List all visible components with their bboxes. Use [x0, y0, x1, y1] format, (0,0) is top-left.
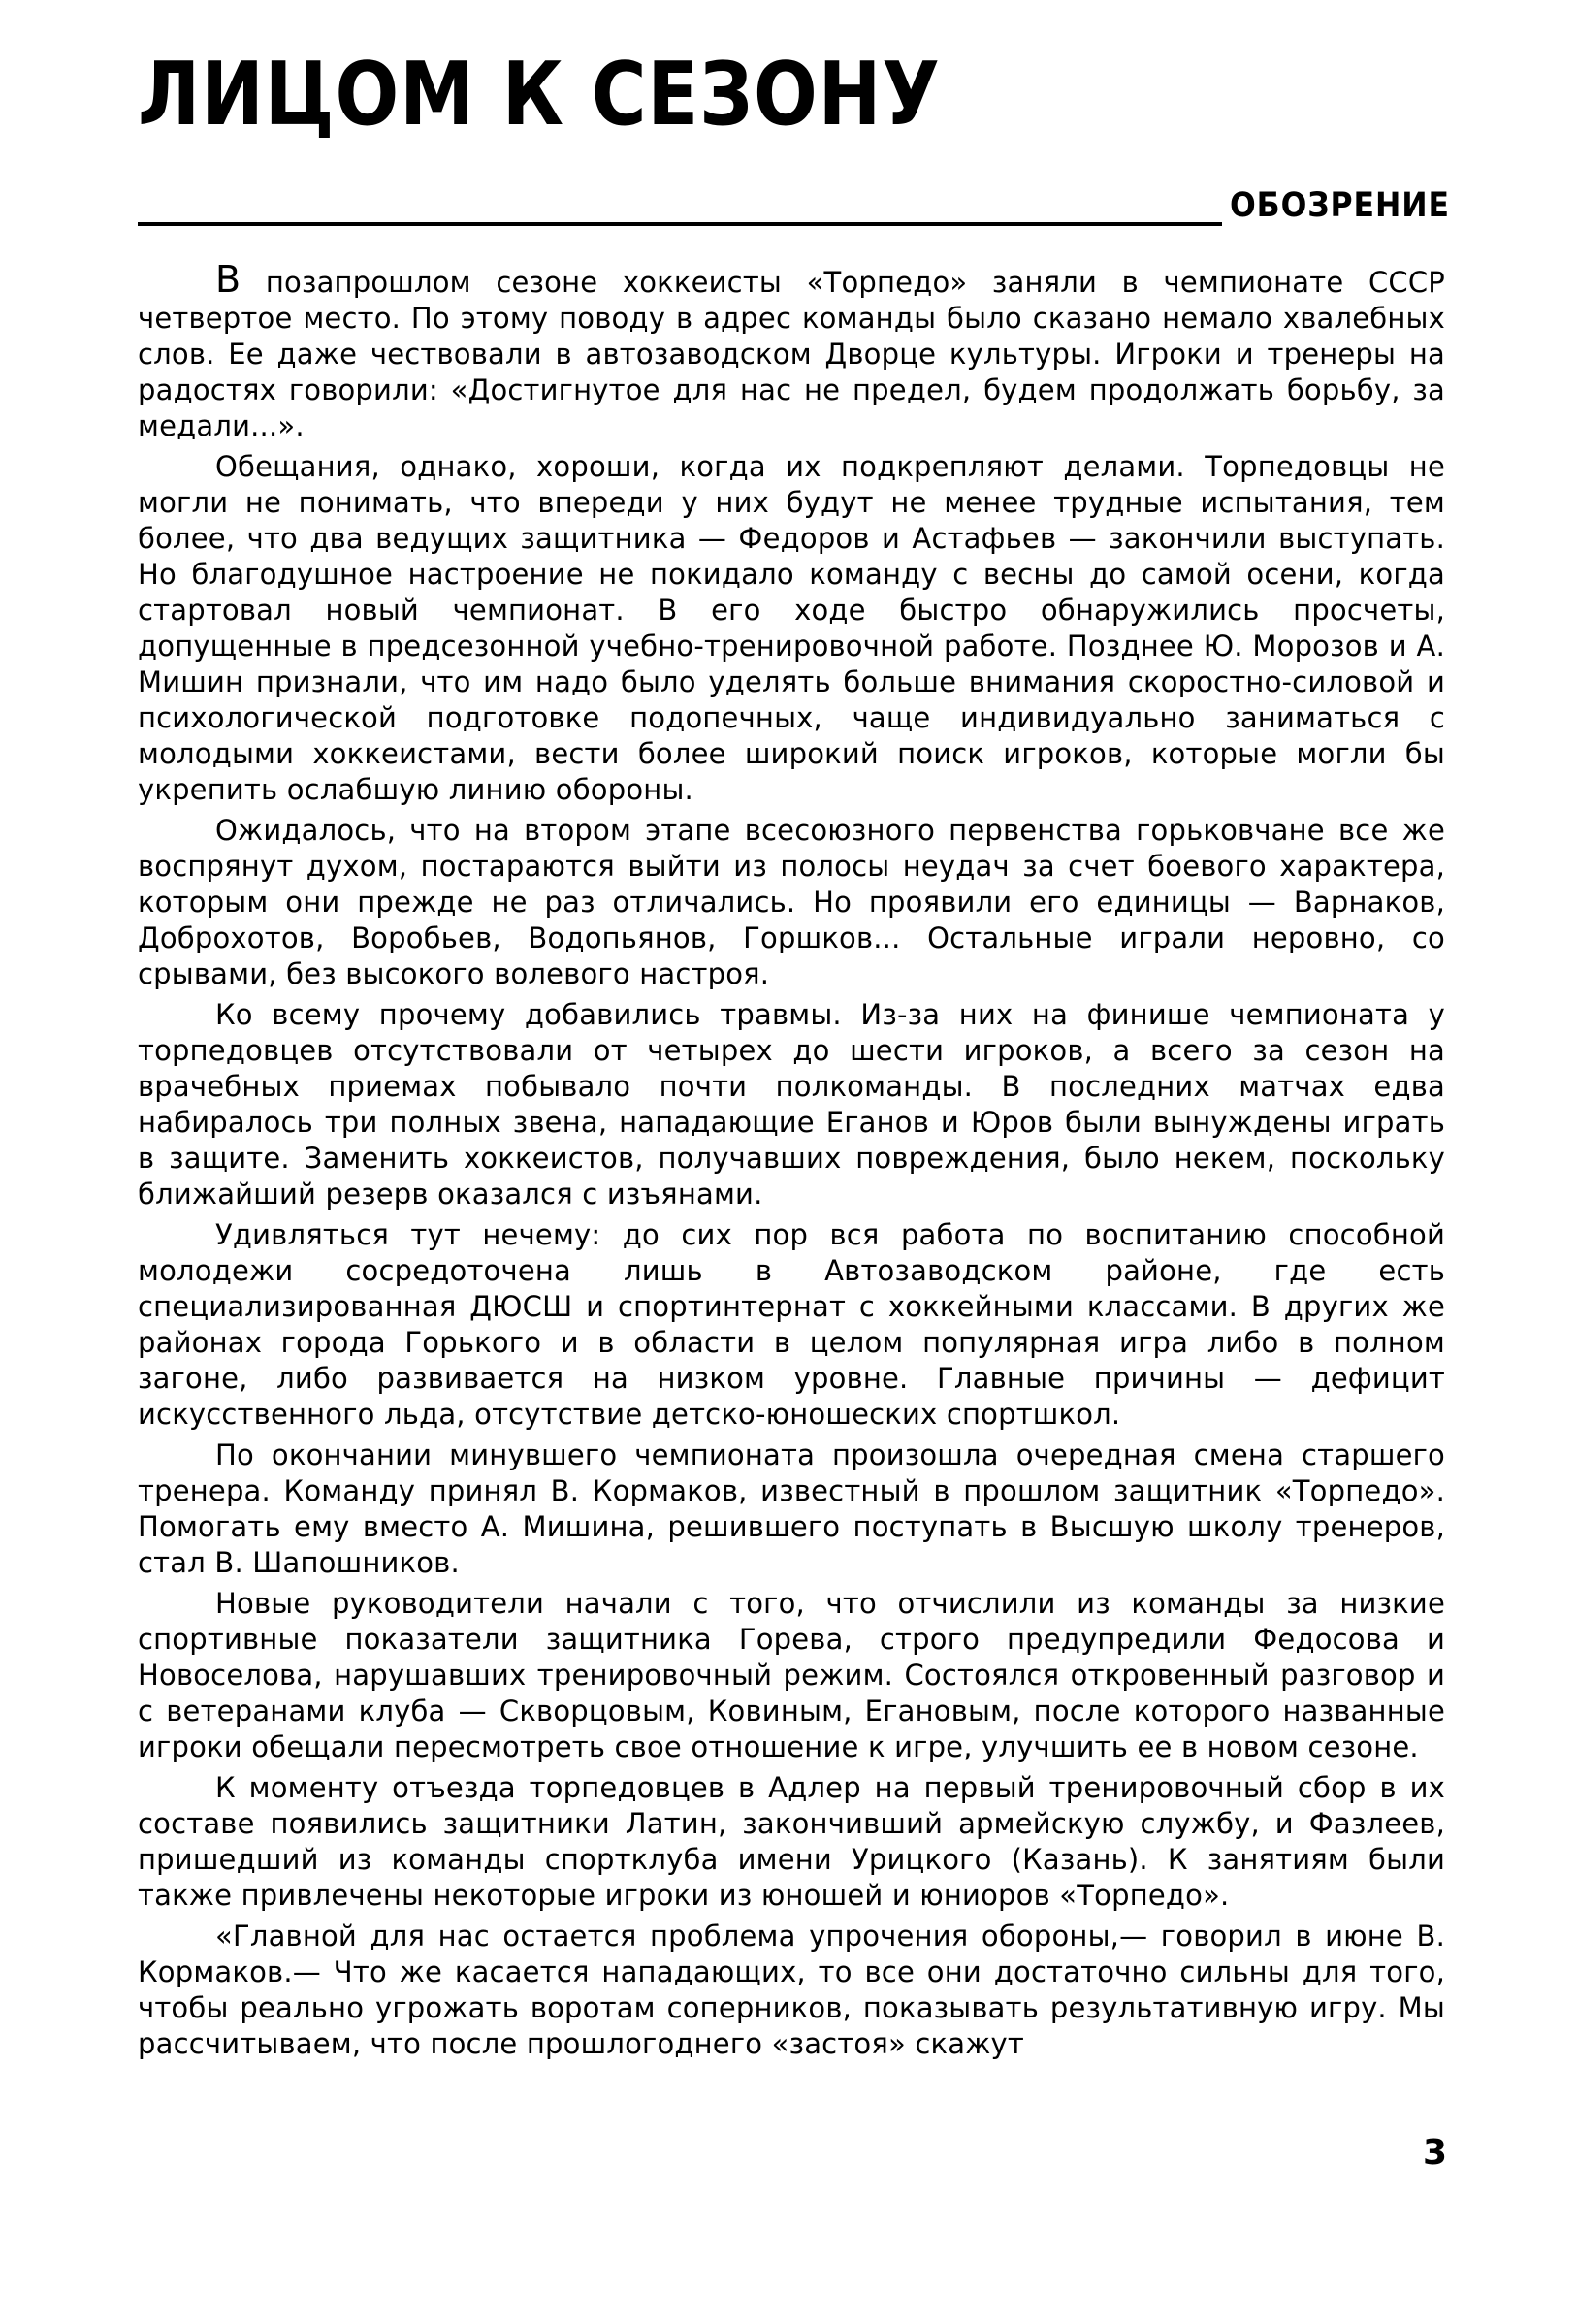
paragraph-2: Обещания, однако, хороши, когда их подкрепляют делами. Торпедовцы не могли не понимать, что впереди у них будут не менее трудные испытания, тем более, что два ведущих защитника — Федоров и Астафьев — закончили выступать. Но благодушное настроение не покидало команду с весны до самой осени, когда стартовал новый чемпионат. В его ходе быстро обнаружились просчеты, допущенные в предсезонной учебно-тренировочной работе. Позднее Ю. Морозов и А. Мишин признали, что им надо было уделять больше внимания скоростно-силовой и психологической подготовке подопечных, чаще индивидуально заниматься с молодыми хоккеистами, вести более широкий поиск игроков, которые могли бы укрепить ослабшую линию обороны. [138, 450, 1445, 806]
paragraph-7: Новые руководители начали с того, что отчислили из команды за низкие спортивные показатели защитника Горева, строго предупредили Федосова и Новоселова, нарушавших тренировочный режим. Состоялся откровенный разговор и с ветеранами клуба — Скворцовым, Ковиным, Егановым, после которого названные игроки обещали пересмотреть свое отношение к игре, улучшить ее в новом сезоне. [138, 1587, 1445, 1763]
page-number: 3 [1423, 2133, 1448, 2173]
article-body [138, 258, 1445, 2067]
paragraph-4: Ко всему прочему добавились травмы. Из-за них на финише чемпионата у торпедовцев отсутствовали от четырех до шести игроков, а всего за сезон на врачебных приемах побывало почти полкоманды. В последних матчах едва набиралось три полных звена, нападающие Еганов и Юров были вынуждены играть в защите. Заменить хоккеистов, получавших повреждения, было некем, поскольку ближайший резерв оказался с изъянами. [138, 998, 1445, 1210]
paragraph-1-text: позапрошлом сезоне хоккеисты «Торпедо» заняли в чемпионате СССР четвертое место. По этому поводу в адрес команды было сказано немало хвалебных слов. Ее даже чествовали в автозаводском Дворце культуры. Игроки и тренеры на радостях говорили: «Достигнутое для нас не предел, будем продолжать борьбу, за медали...». [138, 266, 1445, 442]
paragraph-3: Ожидалось, что на втором этапе всесоюзного первенства горьковчане все же воспрянут духом, постараются выйти из полосы неудач за счет боевого характера, которым они прежде не раз отличались. Но проявили его единицы — Варнаков, Доброхотов, Воробьев, Водопьянов, Горшков... Остальные играли неровно, со срывами, без высокого волевого настроя. [138, 814, 1445, 990]
paragraph-1 [138, 258, 1445, 444]
article-title: ЛИЦОМ К СЕЗОНУ [138, 44, 941, 145]
section-rubric: ОБОЗРЕНИЕ [1230, 186, 1450, 225]
paragraph-9: «Главной для нас остается проблема упрочения обороны,— говорил в июне В. Кормаков.— Что же касается нападающих, то все они достаточно сильны для того, чтобы реально угрожать воротам соперников, показывать результативную игру. Мы рассчитываем, что после прошлогоднего «застоя» скажут [138, 1920, 1445, 2060]
paragraph-6: По окончании минувшего чемпионата произошла очередная смена старшего тренера. Команду принял В. Кормаков, известный в прошлом защитник «Торпедо». Помогать ему вместо А. Мишина, решившего поступать в Высшую школу тренеров, стал В. Шапошников. [138, 1438, 1445, 1579]
drop-cap: В [215, 258, 241, 301]
header-rule [138, 222, 1222, 226]
paragraph-8: К моменту отъезда торпедовцев в Адлер на первый тренировочный сбор в их составе появились защитники Латин, закончивший армейскую службу, и Фазлеев, пришедший из команды спортклуба имени Урицкого (Казань). К занятиям были также привлечены некоторые игроки из юношей и юниоров «Торпедо». [138, 1771, 1445, 1912]
paragraph-5: Удивляться тут нечему: до сих пор вся работа по воспитанию способной молодежи сосредоточена лишь в Автозаводском районе, где есть специализированная ДЮСШ и спортинтернат с хоккейными классами. В других же районах города Горького и в области в целом популярная игра либо в полном загоне, либо развивается на низком уровне. Главные причины — дефицит искусственного льда, отсутствие детско-юношеских спортшкол. [138, 1218, 1445, 1431]
